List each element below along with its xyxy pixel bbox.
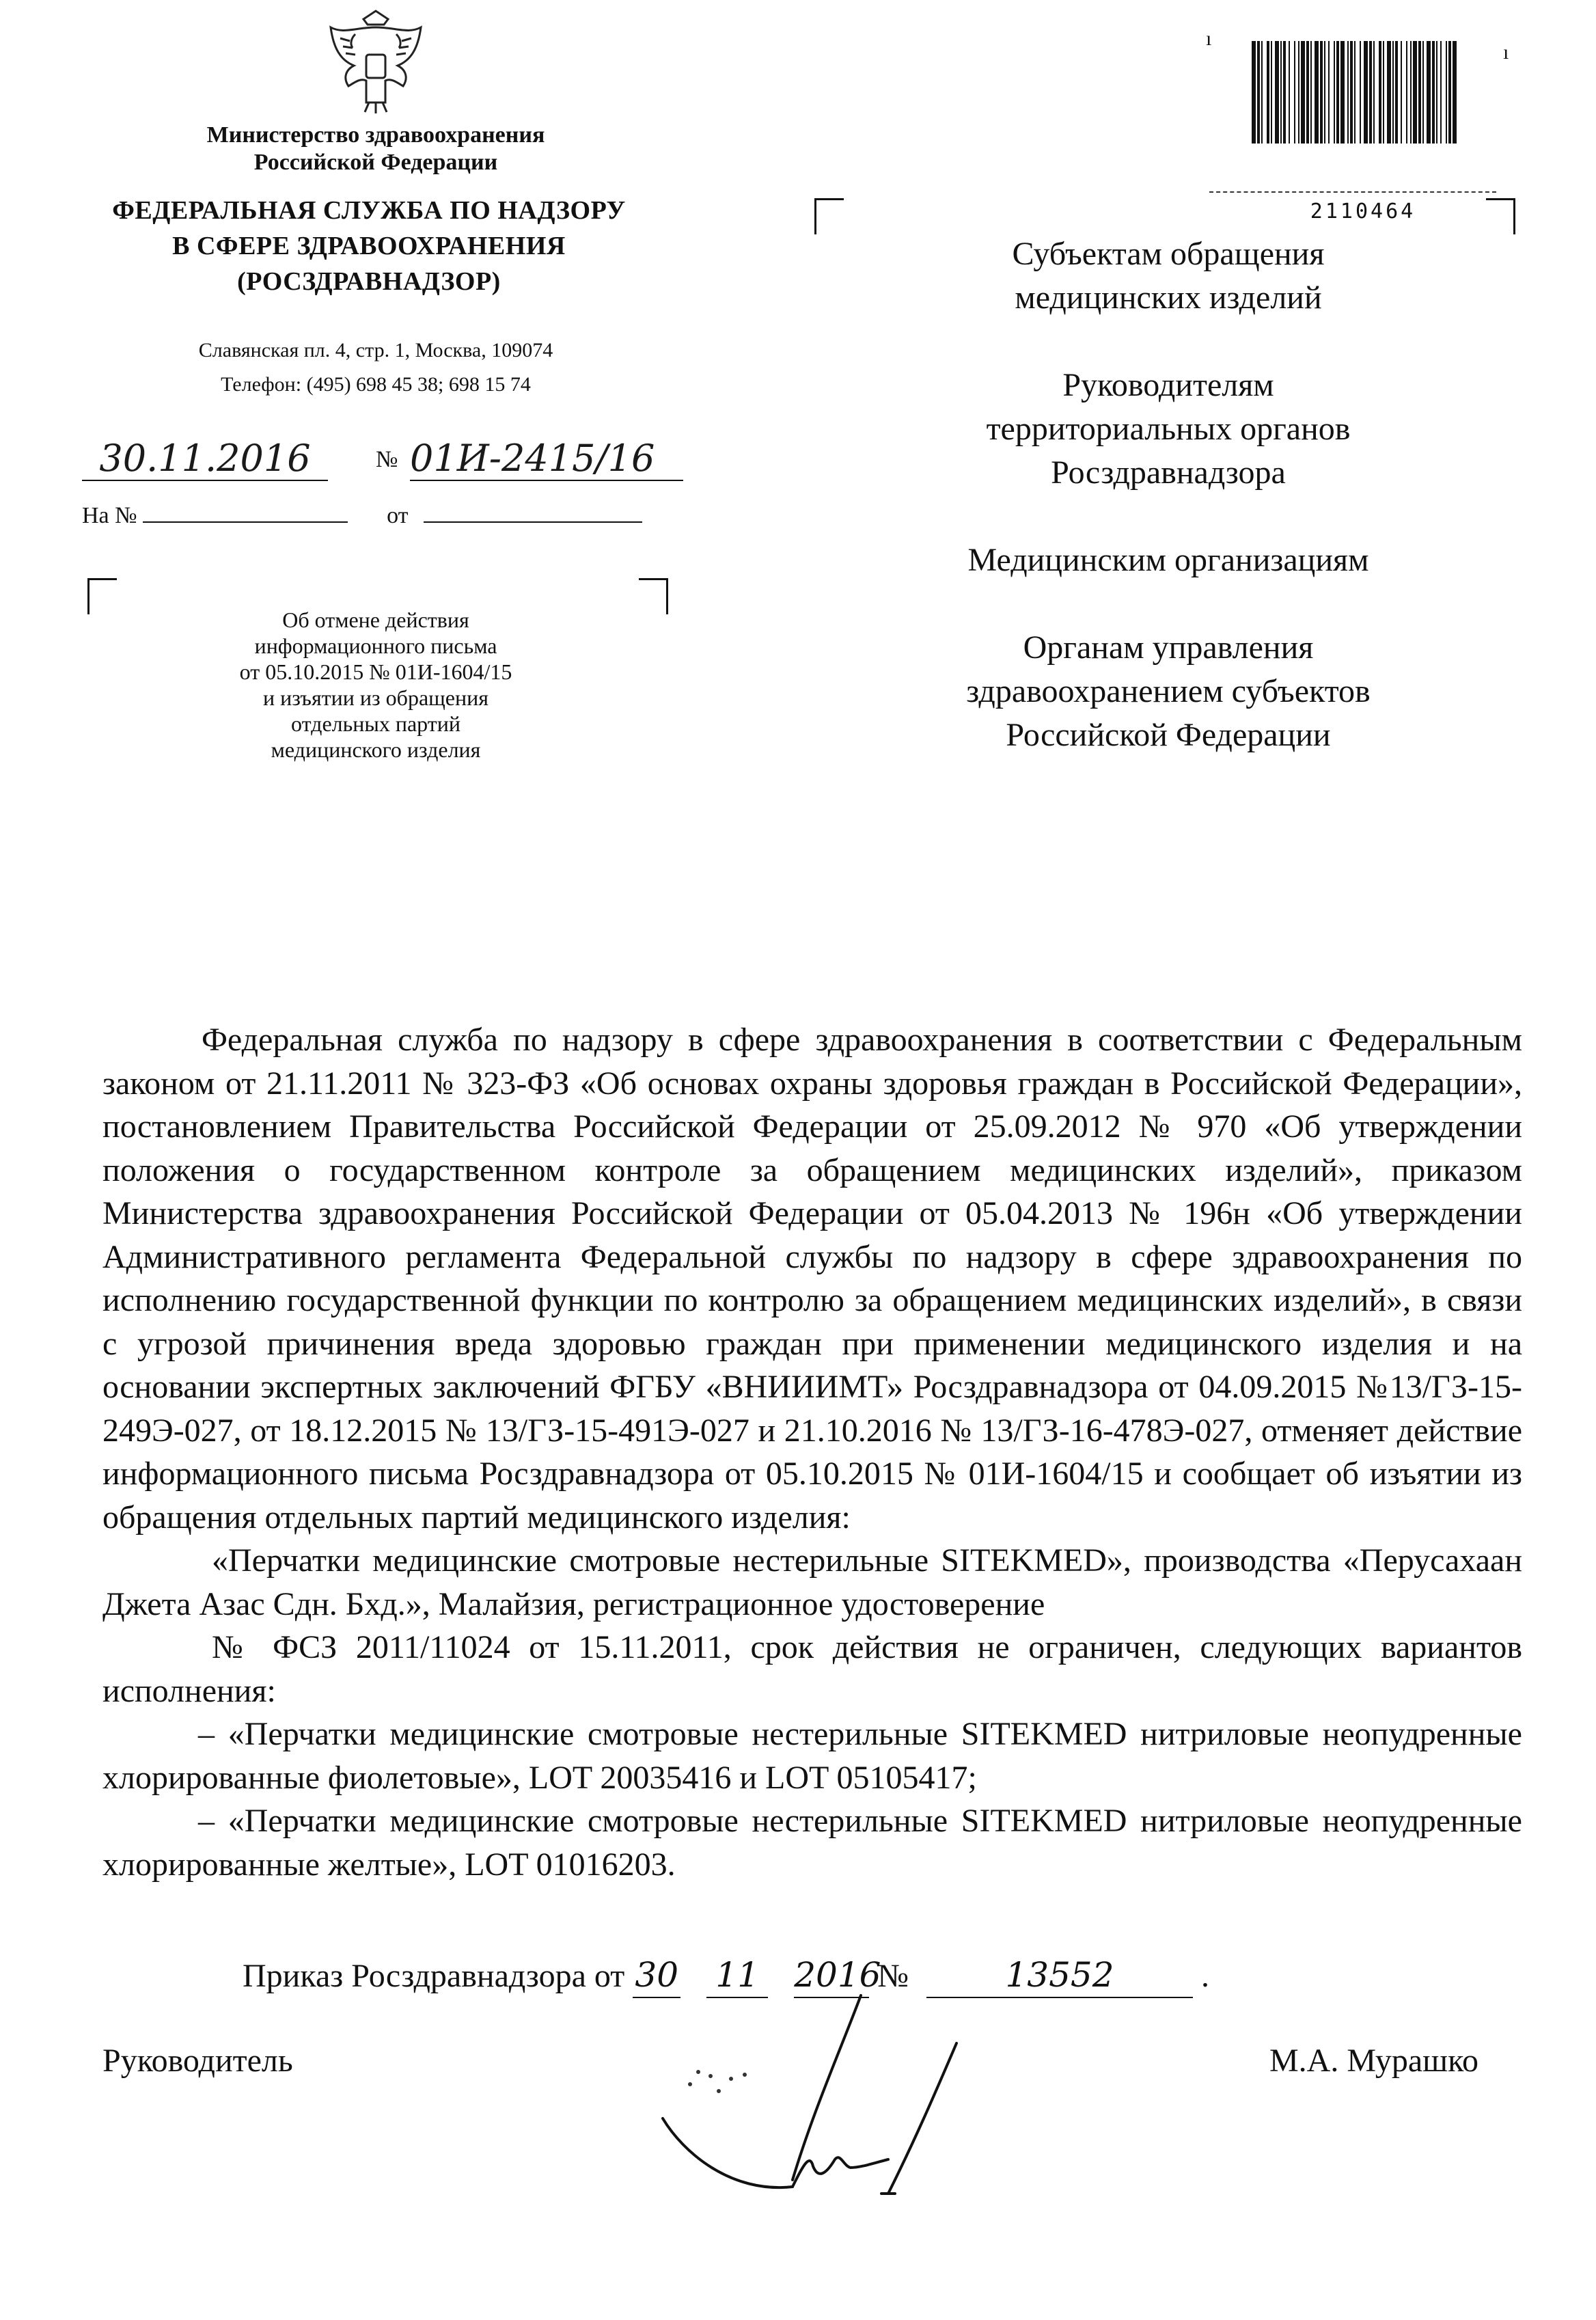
signer-name: М.А. Мурашко (1269, 2043, 1478, 2079)
service-line-3: (РОСЗДРАВНАДЗОР) (237, 267, 501, 296)
addressee-1-line-1: Субъектам обращения (1012, 236, 1325, 272)
body-paragraph-4: – «Перчатки медицинские смотровые нестерильные SITEKMED нитриловые неопудренные хлорированные фиолетовые», LOT 20035416 и LOT 05105417; (102, 1716, 1522, 1796)
addressee-4-line-3: Российской Федерации (1006, 717, 1331, 753)
barcode-icon (1250, 41, 1462, 144)
addressee-2-line-3: Росздравнадзора (1051, 454, 1286, 491)
addressee-2 (861, 364, 1476, 495)
ministry-line-2: Российской Федерации (253, 150, 498, 175)
scan-mark-2: ı (1503, 41, 1509, 64)
ministry-name (137, 122, 615, 176)
body-paragraph-3: № ФСЗ 2011/11024 от 15.11.2011, срок действия не ограничен, следующих вариантов исполнения: (102, 1629, 1522, 1709)
registration-number: 01И-2415/16 (410, 437, 683, 481)
order-label: Приказ Росздравнадзора от (243, 1958, 625, 1994)
letter-body (102, 1018, 1522, 1886)
body-paragraph-1: Федеральная служба по надзору в сфере здравоохранения в соответствии с Федеральным законом от 21.11.2011 № 323-ФЗ «Об основах охраны здоровья граждан в Российской Федерации», постановлением Правительства Российской Федерации от 25.09.2012 № 970 «Об утверждении положения о государственном контроле за обращением медицинских изделий», приказом Министерства здравоохранения Российской Федерации от 05.04.2013 № 196н «Об утверждении Административного регламента Федеральной службы по надзору в сфере здравоохранения по исполнению государственной функции по контролю за обращением медицинских изделий», в связи с угрозой причинения вреда здоровью граждан при применении медицинского изделия и на основании экспертных заключений ФГБУ «ВНИИИМТ» Росздравнадзора от 04.09.2015 №13/ГЗ-15-249Э-027, от 18.12.2015 № 13/ГЗ-15-491Э-027 и 21.10.2016 № 13/ГЗ-16-478Э-027, отменяет действие информационного письма Росздравнадзора от 05.10.2015 № 01И-1604/15 и сообщает об изъятии из обращения отдельных партий медицинского изделия: (102, 1022, 1522, 1536)
reference-line (82, 503, 670, 529)
subject-line-6: медицинского изделия (271, 737, 481, 762)
addressee-4-line-2: здравоохранением субъектов (966, 673, 1371, 709)
body-paragraph-2: «Перчатки медицинские смотровые нестерильные SITEKMED», производства «Перусахаан Джета Азас Сдн. Бхд.», Малайзия, регистрационное удостоверение (102, 1542, 1522, 1622)
scan-mark: ı (1206, 27, 1212, 50)
registration-date: 30.11.2016 (82, 437, 328, 481)
letter-subject (150, 607, 601, 763)
order-number: 13552 (926, 1953, 1193, 1998)
body-paragraph-5: – «Перчатки медицинские смотровые нестерильные SITEKMED нитриловые неопудренные хлорированные желтые», LOT 01016203. (102, 1803, 1522, 1883)
reference-number-blank (143, 504, 348, 523)
handwritten-signature-icon (656, 1989, 984, 2214)
phone-text: Телефон: (495) 698 45 38; 698 15 74 (221, 373, 531, 396)
subject-line-5: отдельных партий (291, 711, 460, 736)
addressee-2-line-1: Руководителям (1062, 367, 1274, 403)
service-line-2: В СФЕРЕ ЗДРАВООХРАНЕНИЯ (172, 232, 566, 260)
barcode (1250, 41, 1462, 223)
order-month: 11 (706, 1953, 768, 1998)
order-dot: . (1201, 1958, 1210, 1994)
order-number-label: № (877, 1958, 909, 1994)
barcode-number: 2110464 (1310, 200, 1416, 223)
addressee-2-line-2: территориальных органов (986, 411, 1351, 447)
coat-of-arms-emblem-icon (316, 7, 436, 116)
subject-line-2: информационного письма (254, 633, 497, 658)
order-day: 30 (633, 1953, 680, 1998)
addressee-corner-right (1486, 198, 1515, 234)
registration-number-label: № (376, 447, 398, 472)
reference-date-blank (424, 504, 642, 523)
ministry-line-1: Министерство здравоохранения (206, 122, 545, 148)
addressees (861, 232, 1476, 801)
reference-number-label: На № (82, 503, 137, 528)
subject-corner-left (87, 578, 117, 614)
barcode-divider (1209, 191, 1496, 193)
subject-line-1: Об отмене действия (282, 608, 469, 632)
service-name (55, 193, 683, 299)
order-year: 2016 (794, 1953, 869, 1998)
reference-from-label: от (387, 503, 409, 528)
registration-line (82, 437, 711, 485)
subject-line-3: от 05.10.2015 № 01И-1604/15 (239, 659, 512, 684)
addressee-1-line-2: медицинских изделий (1015, 279, 1322, 316)
signer-role: Руководитель (102, 2043, 293, 2079)
addressee-4-line-1: Органам управления (1023, 629, 1314, 666)
subject-corner-right (639, 578, 668, 614)
addressee-corner-left (814, 198, 844, 234)
addressee-4 (861, 626, 1476, 757)
addressee-3 (861, 538, 1476, 582)
subject-line-4: и изъятии из обращения (263, 685, 489, 710)
service-line-1: ФЕДЕРАЛЬНАЯ СЛУЖБА ПО НАДЗОРУ (112, 196, 626, 225)
letterhead-contacts (102, 333, 649, 402)
address-text: Славянская пл. 4, стр. 1, Москва, 109074 (198, 339, 553, 361)
addressee-3-line-1: Медицинским организациям (967, 542, 1369, 578)
addressee-1 (861, 232, 1476, 320)
